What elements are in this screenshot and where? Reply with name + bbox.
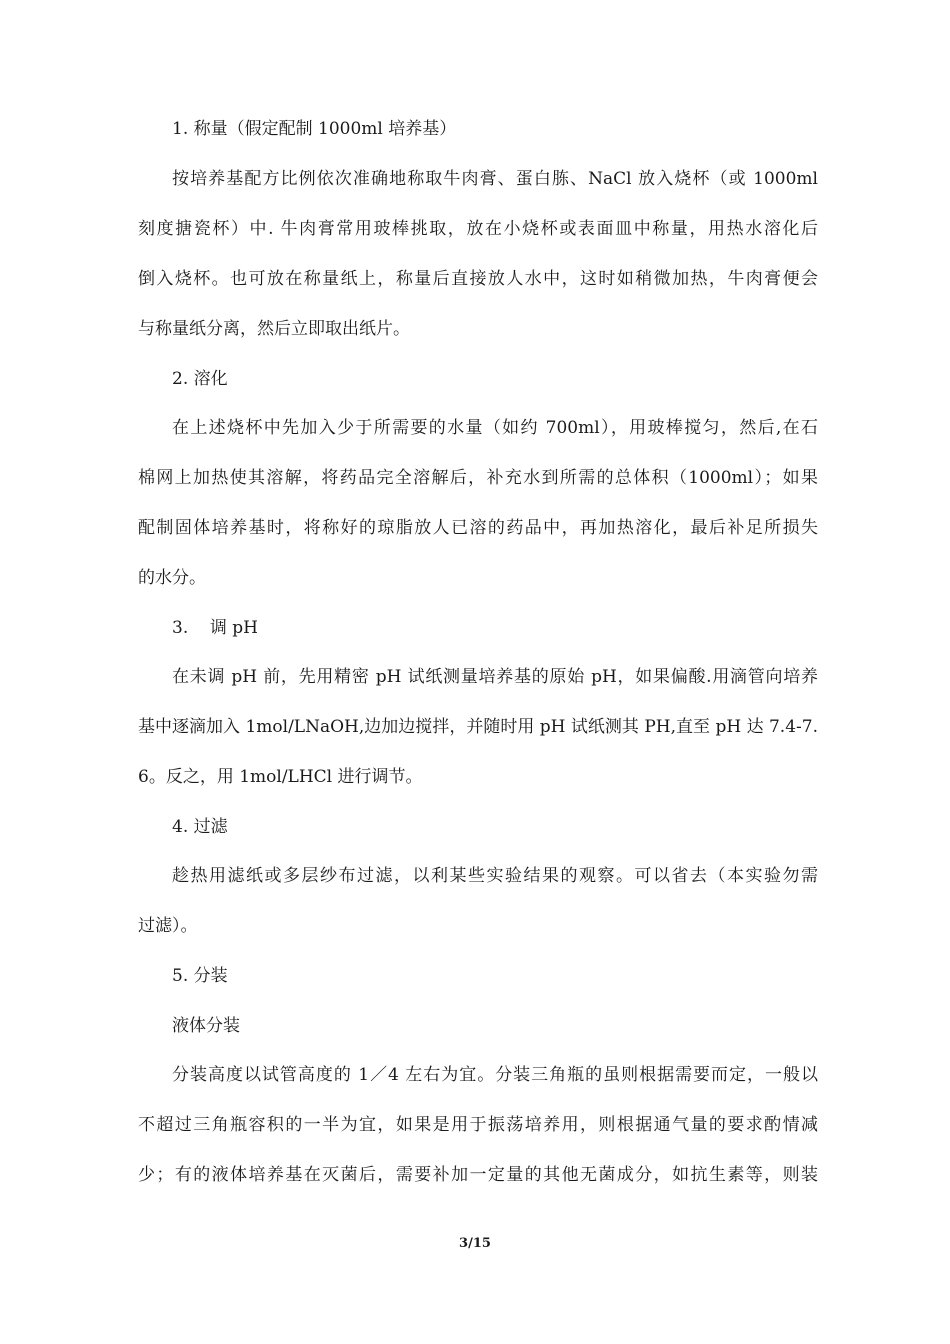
section-2-paragraph-line: 配制固体培养基时，将称好的琼脂放人已溶的药品中，再加热溶化，最后补足所损失	[138, 518, 818, 538]
section-2-heading: 2. 溶化	[172, 369, 228, 389]
section-5-paragraph-line: 不超过三角瓶容积的一半为宜，如果是用于振荡培养用，则根据通气量的要求酌情减	[138, 1115, 818, 1135]
section-3-heading: 3. 调 pH	[172, 618, 258, 638]
section-2-paragraph-line: 棉网上加热使其溶解，将药品完全溶解后，补充水到所需的总体积（1000ml）；如果	[138, 468, 818, 488]
section-2-paragraph-line: 的水分。	[138, 568, 206, 588]
section-5-paragraph-line: 少；有的液体培养基在灭菌后，需要补加一定量的其他无菌成分，如抗生素等，则装	[138, 1165, 818, 1185]
section-4-heading: 4. 过滤	[172, 817, 228, 837]
section-4-paragraph-line: 趁热用滤纸或多层纱布过滤，以利某些实验结果的观察。可以省去（本实验勿需	[172, 866, 818, 886]
section-1-paragraph-line: 刻度搪瓷杯）中. 牛肉膏常用玻棒挑取，放在小烧杯或表面皿中称量，用热水溶化后	[138, 219, 818, 239]
section-1-heading: 1. 称量（假定配制 1000ml 培养基）	[172, 119, 457, 139]
section-4-paragraph-line: 过滤）。	[138, 916, 198, 936]
section-5-subheading: 液体分装	[172, 1016, 240, 1036]
section-5-paragraph-line: 分装高度以试管高度的 1／4 左右为宜。分装三角瓶的虽则根据需要而定，一般以	[172, 1065, 818, 1085]
section-1-paragraph-line: 按培养基配方比例依次准确地称取牛肉膏、蛋白胨、NaCl 放入烧杯（或 1000ml	[172, 169, 818, 189]
section-5-heading: 5. 分装	[172, 966, 228, 986]
section-1-paragraph-line: 与称量纸分离，然后立即取出纸片。	[138, 319, 410, 339]
section-1-paragraph-line: 倒入烧杯。也可放在称量纸上，称量后直接放人水中，这时如稍微加热，牛肉膏便会	[138, 269, 818, 289]
section-3-paragraph-line: 6。反之，用 1mol/LHCl 进行调节。	[138, 767, 423, 787]
section-2-paragraph-line: 在上述烧杯中先加入少于所需要的水量（如约 700ml），用玻棒搅匀，然后,在石	[172, 418, 818, 438]
section-3-paragraph-line: 在未调 pH 前，先用精密 pH 试纸测量培养基的原始 pH，如果偏酸.用滴管向培养	[172, 667, 818, 687]
section-3-paragraph-line: 基中逐滴加入 1mol/LNaOH,边加边搅拌，并随时用 pH 试纸测其 PH,直至 pH 达 7.4-7.	[138, 717, 818, 737]
page-number: 3/15	[459, 1236, 491, 1251]
